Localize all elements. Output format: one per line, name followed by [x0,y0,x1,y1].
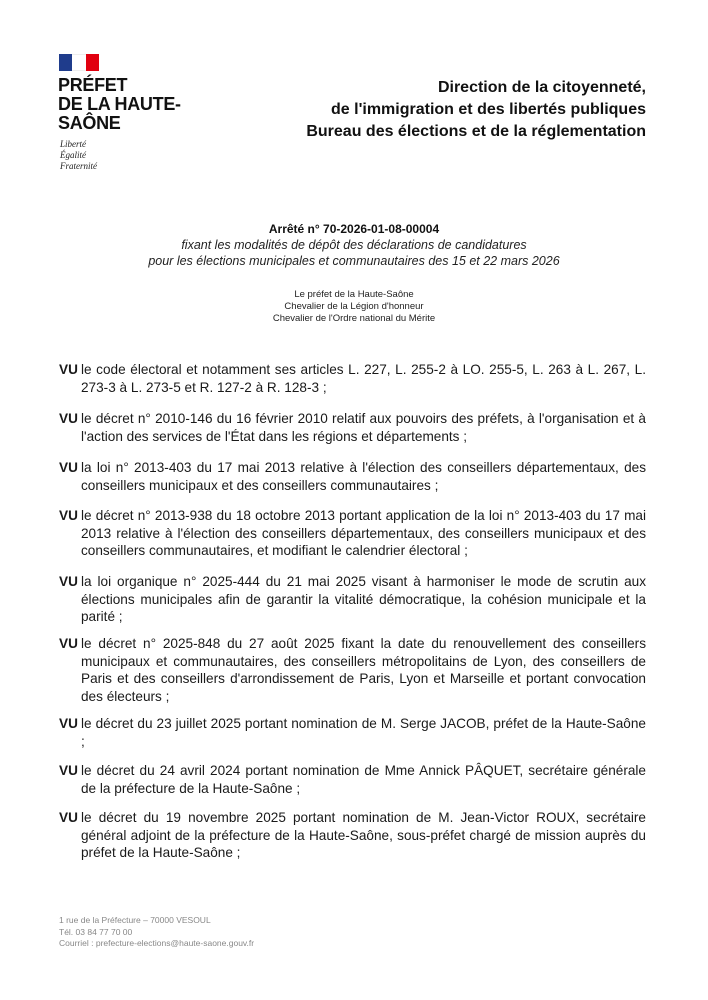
direction-heading [216,77,646,143]
arrete-subtitle-1: fixant les modalités de dépôt des déclarations de candidatures [181,238,527,252]
visa-keyword: VU [59,574,78,589]
visa-item [59,410,646,445]
footer-address: 1 rue de la Préfecture – 70000 VESOUL [59,915,211,925]
visa-text: le décret n° 2025-848 du 27 août 2025 fixant la date du renouvellement des conseillers municipaux et communautaires, des conseillers métropolitains de Lyon, des conseillers de Paris et des conseillers d'arrondissement de Paris, Lyon et Marseille et portant convocation des électeurs ; [81,636,646,704]
direction-line-1: Direction de la citoyenneté, [437,79,646,96]
visa-keyword: VU [59,460,78,475]
visa-keyword: VU [59,810,78,825]
visa-text: le décret du 19 novembre 2025 portant nomination de M. Jean-Victor ROUX, secrétaire général adjoint de la préfecture de la Haute-Saône, sous-préfet chargé de mission auprès du préfet de la Haute-Saône ; [81,810,646,860]
motto-egalite: Égalité [60,150,86,160]
visa-keyword: VU [59,411,78,426]
footer-phone: Tél. 03 84 77 70 00 [59,926,133,937]
prefet-identity-line: Le préfet de la Haute-Saône [294,289,414,300]
footer-contact [59,915,254,950]
visa-keyword: VU [59,763,78,778]
motto-liberte: Liberté [60,139,86,149]
prefet-line-1: PRÉFET [58,75,128,95]
footer-email: Courriel : prefecture-elections@haute-saone.gouv.fr [59,938,255,948]
marianne-flag-logo [59,54,99,71]
visa-text: la loi organique n° 2025-444 du 21 mai 2025 visant à harmoniser le mode de scrutin aux élections municipales afin de garantir la vitalité démocratique, la cohésion municipale et la parité ; [81,574,646,624]
republic-motto [60,139,97,172]
visa-item [59,809,646,862]
visa-keyword: VU [59,636,78,651]
visa-text: le décret n° 2013-938 du 18 octobre 2013 portant application de la loi n° 2013-403 du 17 mai 2013 relative à l'élection des conseillers départementaux, des conseillers municipaux et des conseillers communautaires, et modifiant le calendrier électoral ; [81,508,646,558]
visa-text: le décret du 24 avril 2024 portant nomination de Mme Annick PÂQUET, secrétaire générale de la préfecture de la Haute-Saône ; [81,763,646,796]
prefet-logo-title [58,76,188,133]
visa-text: le décret n° 2010-146 du 16 février 2010 relatif aux pouvoirs des préfets, à l'organisation et à l'action des services de l'État dans les régions et départements ; [81,411,646,444]
visa-item [59,573,646,626]
direction-line-3: Bureau des élections et de la réglementation [306,123,646,140]
arrete-subtitle-2: pour les élections municipales et communautaires des 15 et 22 mars 2026 [148,254,560,268]
arrete-number: Arrêté n° 70-2026-01-08-00004 [268,222,440,236]
prefet-line-2: DE LA HAUTE- [58,94,181,114]
visa-item [59,715,646,750]
visa-text: le code électoral et notamment ses articles L. 227, L. 255-2 à LO. 255-5, L. 263 à L. 267, L. 273-3 à L. 273-5 et R. 127-2 à R. 128-3 ; [81,362,646,395]
visa-item [59,361,646,396]
visa-text: le décret du 23 juillet 2025 portant nomination de M. Serge JACOB, préfet de la Haute-Saône ; [81,716,646,749]
visa-text: la loi n° 2013-403 du 17 mai 2013 relative à l'élection des conseillers départementaux, des conseillers municipaux et des conseillers communautaires ; [81,460,646,493]
motto-fraternite: Fraternité [60,161,97,171]
prefet-identity-block [0,289,708,325]
prefet-line-3: SAÔNE [58,113,121,133]
visa-keyword: VU [59,716,78,731]
visa-item [59,762,646,797]
prefet-honor-line: Chevalier de la Légion d'honneur [284,301,424,312]
visa-item [59,459,646,494]
visa-keyword: VU [59,508,78,523]
visa-keyword: VU [59,362,78,377]
arrete-title-block [0,221,708,269]
prefet-merit-line: Chevalier de l'Ordre national du Mérite [272,313,436,324]
visa-item [59,635,646,705]
visa-item [59,507,646,560]
direction-line-2: de l'immigration et des libertés publiques [331,101,646,118]
